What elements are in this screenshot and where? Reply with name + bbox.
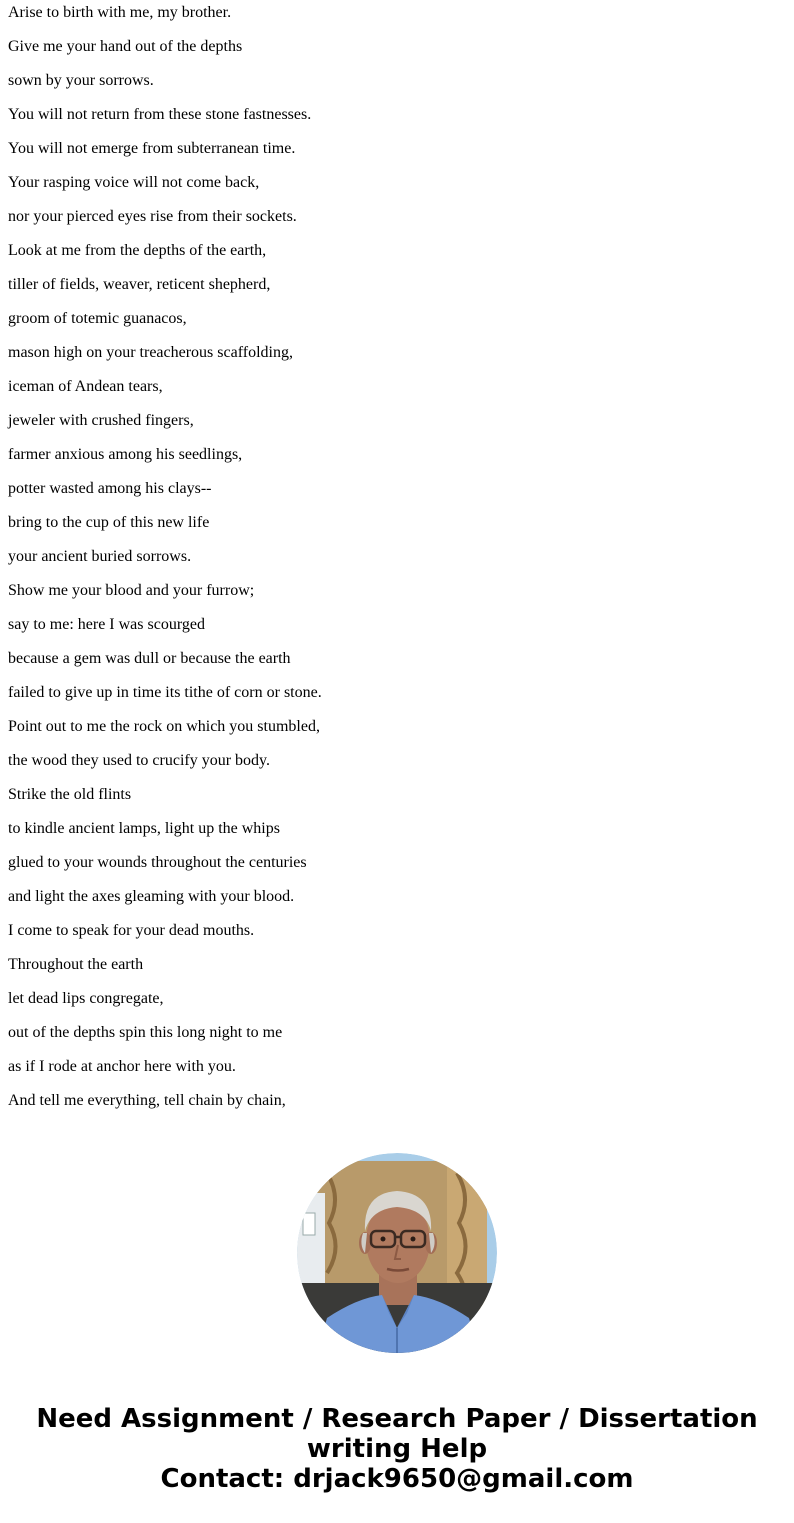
poem-line: Give me your hand out of the depths [8, 38, 243, 55]
poem-line: and light the axes gleaming with your blood. [8, 888, 295, 905]
promo-subheadline: writing Help [306, 1434, 488, 1464]
poem-line: bring to the cup of this new life [8, 514, 210, 531]
poem-text [8, 0, 778, 1122]
author-avatar [297, 1153, 497, 1353]
poem-line: farmer anxious among his seedlings, [8, 446, 243, 463]
poem-line: groom of totemic guanacos, [8, 310, 187, 327]
poem-line: because a gem was dull or because the earth [8, 650, 291, 667]
poem-line: jeweler with crushed fingers, [8, 412, 194, 429]
poem-line: to kindle ancient lamps, light up the whips [8, 820, 280, 837]
poem-line: Your rasping voice will not come back, [8, 174, 260, 191]
poem-line: mason high on your treacherous scaffolding, [8, 344, 293, 361]
promo-headline: Need Assignment / Research Paper / Dissertation [36, 1404, 758, 1434]
poem-line: glued to your wounds throughout the centuries [8, 854, 307, 871]
poem-line: let dead lips congregate, [8, 990, 164, 1007]
poem-line: potter wasted among his clays-- [8, 480, 212, 497]
poem-line: iceman of Andean tears, [8, 378, 163, 395]
poem-line: Strike the old flints [8, 786, 132, 803]
poem-line: nor your pierced eyes rise from their sockets. [8, 208, 297, 225]
promo-contact-email[interactable]: Contact: drjack9650@gmail.com [160, 1464, 634, 1494]
poem-line: You will not return from these stone fastnesses. [8, 106, 312, 123]
poem-line: You will not emerge from subterranean time. [8, 140, 296, 157]
poem-line: sown by your sorrows. [8, 72, 154, 89]
poem-line: Throughout the earth [8, 956, 144, 973]
contact-promo [0, 1404, 794, 1494]
poem-line: I come to speak for your dead mouths. [8, 922, 255, 939]
poem-line: Arise to birth with me, my brother. [8, 4, 232, 21]
poem-line: tiller of fields, weaver, reticent shepherd, [8, 276, 271, 293]
poem-line: as if I rode at anchor here with you. [8, 1058, 236, 1075]
poem-line: Look at me from the depths of the earth, [8, 242, 267, 259]
poem-line: And tell me everything, tell chain by chain, [8, 1092, 286, 1109]
poem-line: the wood they used to crucify your body. [8, 752, 271, 769]
poem-line: say to me: here I was scourged [8, 616, 205, 633]
poem-line: your ancient buried sorrows. [8, 548, 192, 565]
poem-line: Show me your blood and your furrow; [8, 582, 255, 599]
poem-line: failed to give up in time its tithe of corn or stone. [8, 684, 322, 701]
poem-line: Point out to me the rock on which you stumbled, [8, 718, 320, 735]
poem-line: out of the depths spin this long night to me [8, 1024, 283, 1041]
